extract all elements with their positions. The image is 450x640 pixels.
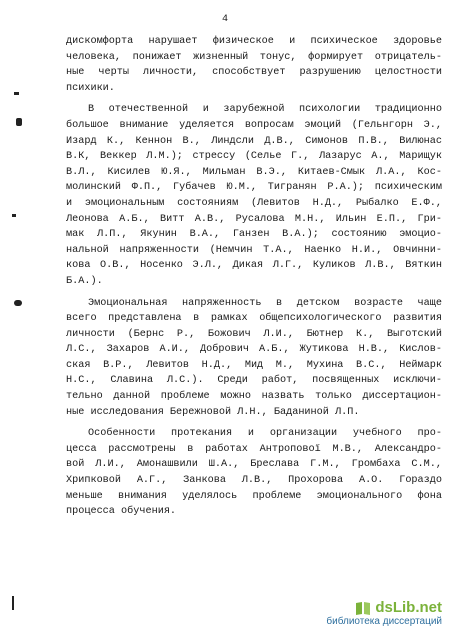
scan-speck [14,92,19,95]
text-line: психики. [66,82,115,94]
text-line: и эмоциональным состояниям (Левитов Н.Д., Рыбалко Е.Ф., [66,197,442,209]
text-line: меньше внимания уделялось проблеме эмоционального фона [66,490,442,502]
text-line: вой Л.И., Амонашвили Ш.А., Бреслава Г.М., Громбаха С.М., [66,459,442,471]
text-line: ская В.Р., Левитов Н.Д., Мид М., Мухина В.С., Неймарк [66,359,442,371]
text-line: Изард К., Кеннон В., Линдсли Д.В., Симонов П.В., Вилюнас [66,135,442,147]
text-line: Н.С., Славина Л.С.). Среди работ, посвященных исключи- [66,375,442,387]
text-line: ные черты личности, способствует разрушению целостности [66,67,442,79]
text-line: Хрипковой А.Г., Занкова Л.В., Прохорова А.О. Гораздо [66,475,442,487]
text-line: Л.С., Захаров А.И., Добрович А.Б., Жутикова Н.В., Кислов- [66,344,442,356]
text-line: Леонова А.Б., Витт А.В., Русалова М.Н., Ильин Е.П., Гри- [66,213,442,225]
text-line: всего представлена в рамках общепсихологического развития [66,313,442,325]
text-line: дискомфорта нарушает физическое и психическое здоровье [66,36,442,47]
page-number: 4 [221,14,228,25]
text-line: человека, понижает жизненный тонус, формирует отрицатель- [66,51,442,63]
text-line: большое внимание уделяется вопросам эмоций (Гельнгорн Э., [66,119,442,131]
text-line: Эмоциональная напряженность в детском возрасте чаще [88,297,442,309]
text-line: процесса обучения. [66,506,177,518]
text-line: ные исследования Бережновой Л.Н., Бадaниной Л.П. [66,406,360,418]
scan-speck [12,596,14,610]
scan-speck [12,214,16,217]
text-line: кова О.В., Носенко Э.Л., Дикая Л.Г., Куликов Л.В., Вяткин [66,260,442,272]
text-line: тельно данной проблеме можно назвать только диссертацион- [66,391,442,403]
scan-speck [16,118,22,126]
text-line: нальной напряженности (Немчин Т.А., Наенко Н.И., Овчинни- [66,244,442,256]
watermark [292,600,442,634]
text-line: мак Л.П., Якунин В.А., Ганзен В.А.); состоянию эмоцио- [66,229,442,241]
text-line: В отечественной и зарубежной психологии традиционно [88,104,442,116]
text-line: цесса рассмотрены в работах Антропової М.В., Александро- [66,443,442,455]
watermark-brand: dsLib.net [375,599,442,616]
text-line: В.Л., Кисилев Ю.Я., Мильман В.Э., Китаев-Смык Л.А., Кос- [66,166,442,178]
watermark-tagline: библиотека диссертаций [326,616,442,627]
text-line: Б.А.). [66,275,103,287]
text-line: Особенности протекания и организации учебного про- [88,428,442,440]
text-line: личности (Бернс Р., Божович Л.И., Бютнер К., Выготский [66,328,442,340]
body-text [66,34,442,520]
book-icon [355,600,371,616]
text-line: В.К, Веккер Л.М.); стрессу (Селье Г., Лазарус А., Марищук [66,151,442,163]
scan-speck [14,300,22,306]
text-line: молинский Ф.П., Губачев Ю.М., Тигранян Р.А.); психическим [66,182,442,194]
